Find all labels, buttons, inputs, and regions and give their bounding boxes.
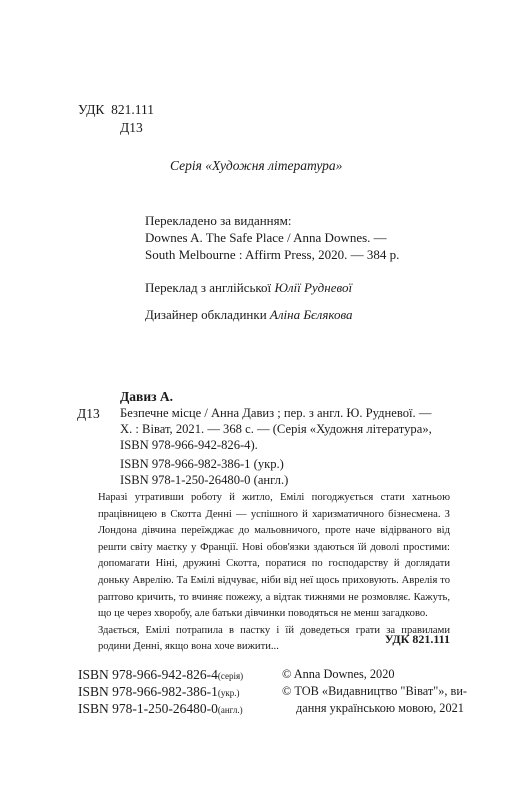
footer-isbn-note: (англ.) [217,705,243,715]
header-udk [78,102,154,118]
footer-isbn-ukr [78,684,240,700]
footer-isbn-number: ISBN 978-1-250-26480-0 [78,701,218,716]
translated-from-line1: Downes A. The Safe Place / Anna Downes. — [145,230,387,245]
catalog-code: Д13 [77,406,100,421]
translator-name: Юлії Рудневої [274,280,353,295]
footer-isbn-series [78,667,243,683]
series-prefix: Серія [170,158,206,173]
catalog-isbn-ukr: ISBN 978-966-982-386-1 (укр.) [120,457,284,471]
footer-isbn-eng [78,701,243,717]
copyright-edition: дання українською мовою, 2021 [296,701,464,715]
annotation-paragraph-2: Здається, Емілі потрапила в пастку і їй доведеться грати за правилами родини Денні, якщо вона хоче вижити... [98,624,450,653]
udk-number: 821.111 [111,102,155,117]
designer-name: Аліна Бєлякова [269,307,353,322]
annotation-paragraph-1: Наразі утративши роботу й житло, Емілі погоджується стати хатньою працівницею в Скотта Денні — успішного й харизматичного бізнесмена. З Лондона дівчина переїжджає до мальовничого, проте наче відірваного від решти світу маєтку у Франції. Нові обов'язки здаються їй доволі простими: допомагати Ніні, дружині Скотта, поратися по господарству й доглядати доньку Аврелію. Та Емілі відчуває, ніби від неї щось приховують. Аврелія то раптово кричить, то вчиняє пожежу, а відтак тижнями не розмовляє. Кажуть, що це через хворобу, але батьки дівчинки поводяться не менш загадково. [98,492,450,620]
series-name: «Художня література» [205,158,343,173]
catalog-description-line-1: Безпечне місце / Анна Давиз ; пер. з англ. Ю. Рудневої. — [120,406,432,420]
catalog-isbn-eng: ISBN 978-1-250-26480-0 (англ.) [120,473,289,487]
series-line [170,158,342,174]
footer-isbn-note: (укр.) [217,688,240,698]
translated-from-line2: South Melbourne : Affirm Press, 2020. — 384 р. [145,247,400,262]
annotation-udk: УДК 821.111 [384,632,450,646]
catalog-author: Давиз А. [120,389,174,404]
udk-label: УДК [78,102,105,117]
translation-prefix: Переклад з англійської [145,280,275,295]
catalog-description-line-3: ISBN 978-966-942-826-4). [120,438,258,452]
header-d-code: Д13 [120,120,143,135]
translation-credit [145,280,352,296]
footer-isbn-number: ISBN 978-966-982-386-1 [78,684,218,699]
footer-isbn-number: ISBN 978-966-942-826-4 [78,667,218,682]
designer-prefix: Дизайнер обкладинки [145,307,270,322]
copyright-author: © Anna Downes, 2020 [282,667,395,681]
translated-from-heading: Перекладено за виданням: [145,213,292,228]
copyright-publisher: © ТОВ «Видавництво "Віват"», ви- [282,684,468,698]
catalog-description-line-2: Х. : Віват, 2021. — 368 с. — (Серія «Художня література», [120,422,432,436]
designer-credit [145,307,353,323]
footer-isbn-note: (серія) [217,671,244,681]
